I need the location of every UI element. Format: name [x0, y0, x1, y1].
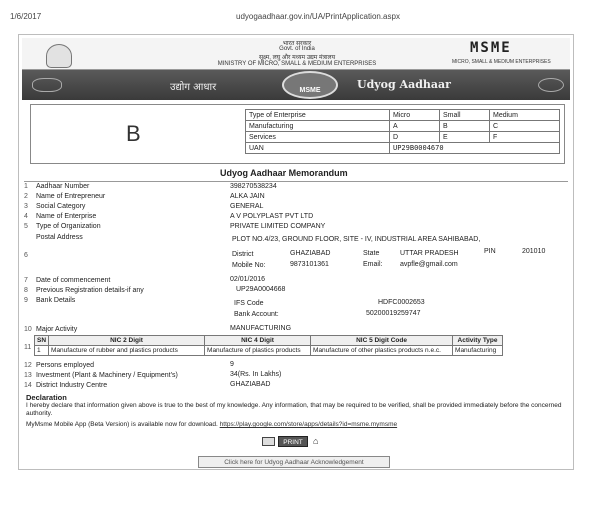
email-value: avpfle@gmail.com: [400, 261, 458, 268]
memo-title: Udyog Aadhaar Memorandum: [220, 168, 348, 178]
enterprise-type-table: [245, 109, 560, 154]
category-letter: B: [126, 121, 141, 146]
mobile-value: 9873101361: [290, 261, 329, 268]
mobile-label: Mobile No:: [232, 262, 266, 269]
table-row: [246, 121, 560, 132]
pin-value: 201010: [522, 248, 546, 255]
table-cell: Small: [440, 110, 490, 121]
mobile-app-line: [26, 421, 397, 428]
banner: [22, 70, 570, 100]
make-in-india-icon: [538, 78, 564, 92]
table-cell: Services: [246, 132, 390, 143]
table-header: Activity Type: [453, 336, 503, 346]
table-cell: Micro: [390, 110, 440, 121]
field-label: Name of Enterprise: [36, 213, 97, 220]
table-cell: Medium: [490, 110, 560, 121]
investment-value: 34(Rs. In Lakhs): [230, 371, 282, 378]
divider: [24, 181, 568, 182]
digital-india-icon: [32, 78, 62, 92]
pin-label: PIN: [484, 248, 496, 255]
banner-en: Udyog Aadhaar: [357, 78, 451, 91]
mobile-app-text: MyMsme Mobile App (Beta Version) is available now for download.: [26, 421, 218, 428]
nic-table: [34, 335, 503, 356]
uan-label: UAN: [246, 143, 390, 154]
field-num: 9: [24, 297, 28, 304]
mobile-app-link[interactable]: https://play.google.com/store/apps/details?id=msme.mymsme: [219, 421, 398, 428]
address-line: PLOT NO.4/23, GROUND FLOOR, SITE - IV, INDUSTRIAL AREA SAHIBABAD,: [232, 236, 481, 243]
field-num: 7: [24, 277, 28, 284]
prev-reg-label: Previous Registration details-if any: [36, 287, 144, 294]
ministry-hindi: सूक्ष्म, लघु और मध्यम उद्यम मंत्रालय: [258, 55, 336, 61]
table-cell: E: [440, 132, 490, 143]
table-cell: Manufacture of plastics products: [205, 346, 311, 356]
table-cell: A: [390, 121, 440, 132]
banner-hindi: उद्योग आधार: [170, 82, 217, 93]
table-header: NIC 4 Digit: [205, 336, 311, 346]
table-cell: Manufacturing: [246, 121, 390, 132]
ministry-en: MINISTRY OF MICRO, SMALL & MEDIUM ENTERPRISES: [217, 61, 377, 67]
table-row: [35, 346, 503, 356]
table-header: SN: [35, 336, 49, 346]
home-icon[interactable]: ⌂: [313, 436, 319, 446]
table-cell: Manufacture of rubber and plastics products: [49, 346, 205, 356]
field-num: 12: [24, 362, 32, 369]
declaration-text: I hereby declare that information given above is true to the best of my knowledge. Any information, that may be required to be verified, shall be provided immediately before the concerned authority.: [26, 402, 562, 417]
bank-label: Bank Details: [36, 297, 76, 304]
printer-icon[interactable]: [262, 437, 275, 446]
account-value: 50200019259747: [366, 310, 421, 317]
address-label: Postal Address: [36, 234, 83, 241]
declaration-title: Declaration: [26, 393, 67, 402]
table-row: [35, 336, 503, 346]
investment-label: Investment (Plant & Machinery / Equipment's): [36, 372, 178, 379]
print-button[interactable]: PRINT: [278, 436, 308, 447]
table-cell: B: [440, 121, 490, 132]
field-num: 4: [24, 213, 28, 220]
table-cell: Manufacturing: [453, 346, 503, 356]
field-label: Social Category: [36, 203, 86, 210]
state-label: State: [363, 250, 380, 257]
uan-value: UP29B0004670: [390, 143, 560, 154]
field-value: A V POLYPLAST PVT LTD: [230, 213, 314, 220]
field-label: Name of Entrepreneur: [36, 193, 106, 200]
ifs-value: HDFC0002653: [378, 299, 425, 306]
field-label: Aadhaar Number: [36, 183, 90, 190]
commencement-label: Date of commencement: [36, 277, 111, 284]
field-num: 6: [24, 252, 28, 259]
table-header: NIC 2 Digit: [49, 336, 205, 346]
field-label: Type of Organization: [36, 223, 101, 230]
dic-label: District Industry Centre: [36, 382, 108, 389]
gov-en: Govt. of India: [279, 46, 315, 52]
persons-value: 9: [230, 361, 234, 368]
table-cell: Type of Enterprise: [246, 110, 390, 121]
msme-subtitle: MICRO, SMALL & MEDIUM ENTERPRISES: [452, 59, 551, 65]
major-activity-value: MANUFACTURING: [230, 325, 292, 332]
field-num: 10: [24, 326, 32, 333]
field-num: 3: [24, 203, 28, 210]
state-value: UTTAR PRADESH: [400, 250, 459, 257]
email-label: Email:: [363, 261, 383, 268]
field-value: PRIVATE LIMITED COMPANY: [230, 223, 326, 230]
table-row: [246, 132, 560, 143]
browser-date: 1/6/2017: [10, 12, 42, 21]
header-strip: [22, 38, 570, 70]
field-num: 1: [24, 183, 28, 190]
major-activity-label: Major Activity: [36, 326, 78, 333]
field-num: 14: [24, 382, 32, 389]
msme-seal-icon: [282, 71, 338, 99]
table-cell: F: [490, 132, 560, 143]
field-value: 398270538234: [230, 183, 277, 190]
field-num: 13: [24, 372, 32, 379]
table-header: NIC 5 Digit Code: [311, 336, 453, 346]
table-row: [246, 143, 560, 154]
acknowledgement-button[interactable]: Click here for Udyog Aadhaar Acknowledgement: [198, 456, 390, 468]
persons-label: Persons employed: [36, 362, 94, 369]
msme-logo: MSME: [470, 40, 512, 56]
ifs-label: IFS Code: [234, 300, 264, 307]
prev-reg-value: UP29A0004668: [236, 286, 286, 293]
table-cell: Manufacture of other plastics products n.e.c.: [311, 346, 453, 356]
gov-hindi: भारत सरकार: [282, 41, 312, 47]
field-num: 11: [24, 344, 32, 351]
table-cell: D: [390, 132, 440, 143]
account-label: Bank Account:: [234, 311, 279, 318]
field-value: GENERAL: [230, 203, 264, 210]
field-num: 2: [24, 193, 28, 200]
browser-url: udyogaadhaar.gov.in/UA/PrintApplication.aspx: [236, 12, 400, 21]
dic-value: GHAZIABAD: [230, 381, 271, 388]
field-num: 8: [24, 287, 28, 294]
district-value: GHAZIABAD: [290, 250, 331, 257]
emblem-icon: [46, 44, 72, 68]
field-value: ALKA JAIN: [230, 193, 265, 200]
table-cell: 1: [35, 346, 49, 356]
commencement-value: 02/01/2016: [230, 276, 266, 283]
table-row: [246, 110, 560, 121]
table-cell: C: [490, 121, 560, 132]
seal-text: MSME: [299, 87, 321, 94]
field-num: 5: [24, 223, 28, 230]
district-label: District: [232, 251, 254, 258]
